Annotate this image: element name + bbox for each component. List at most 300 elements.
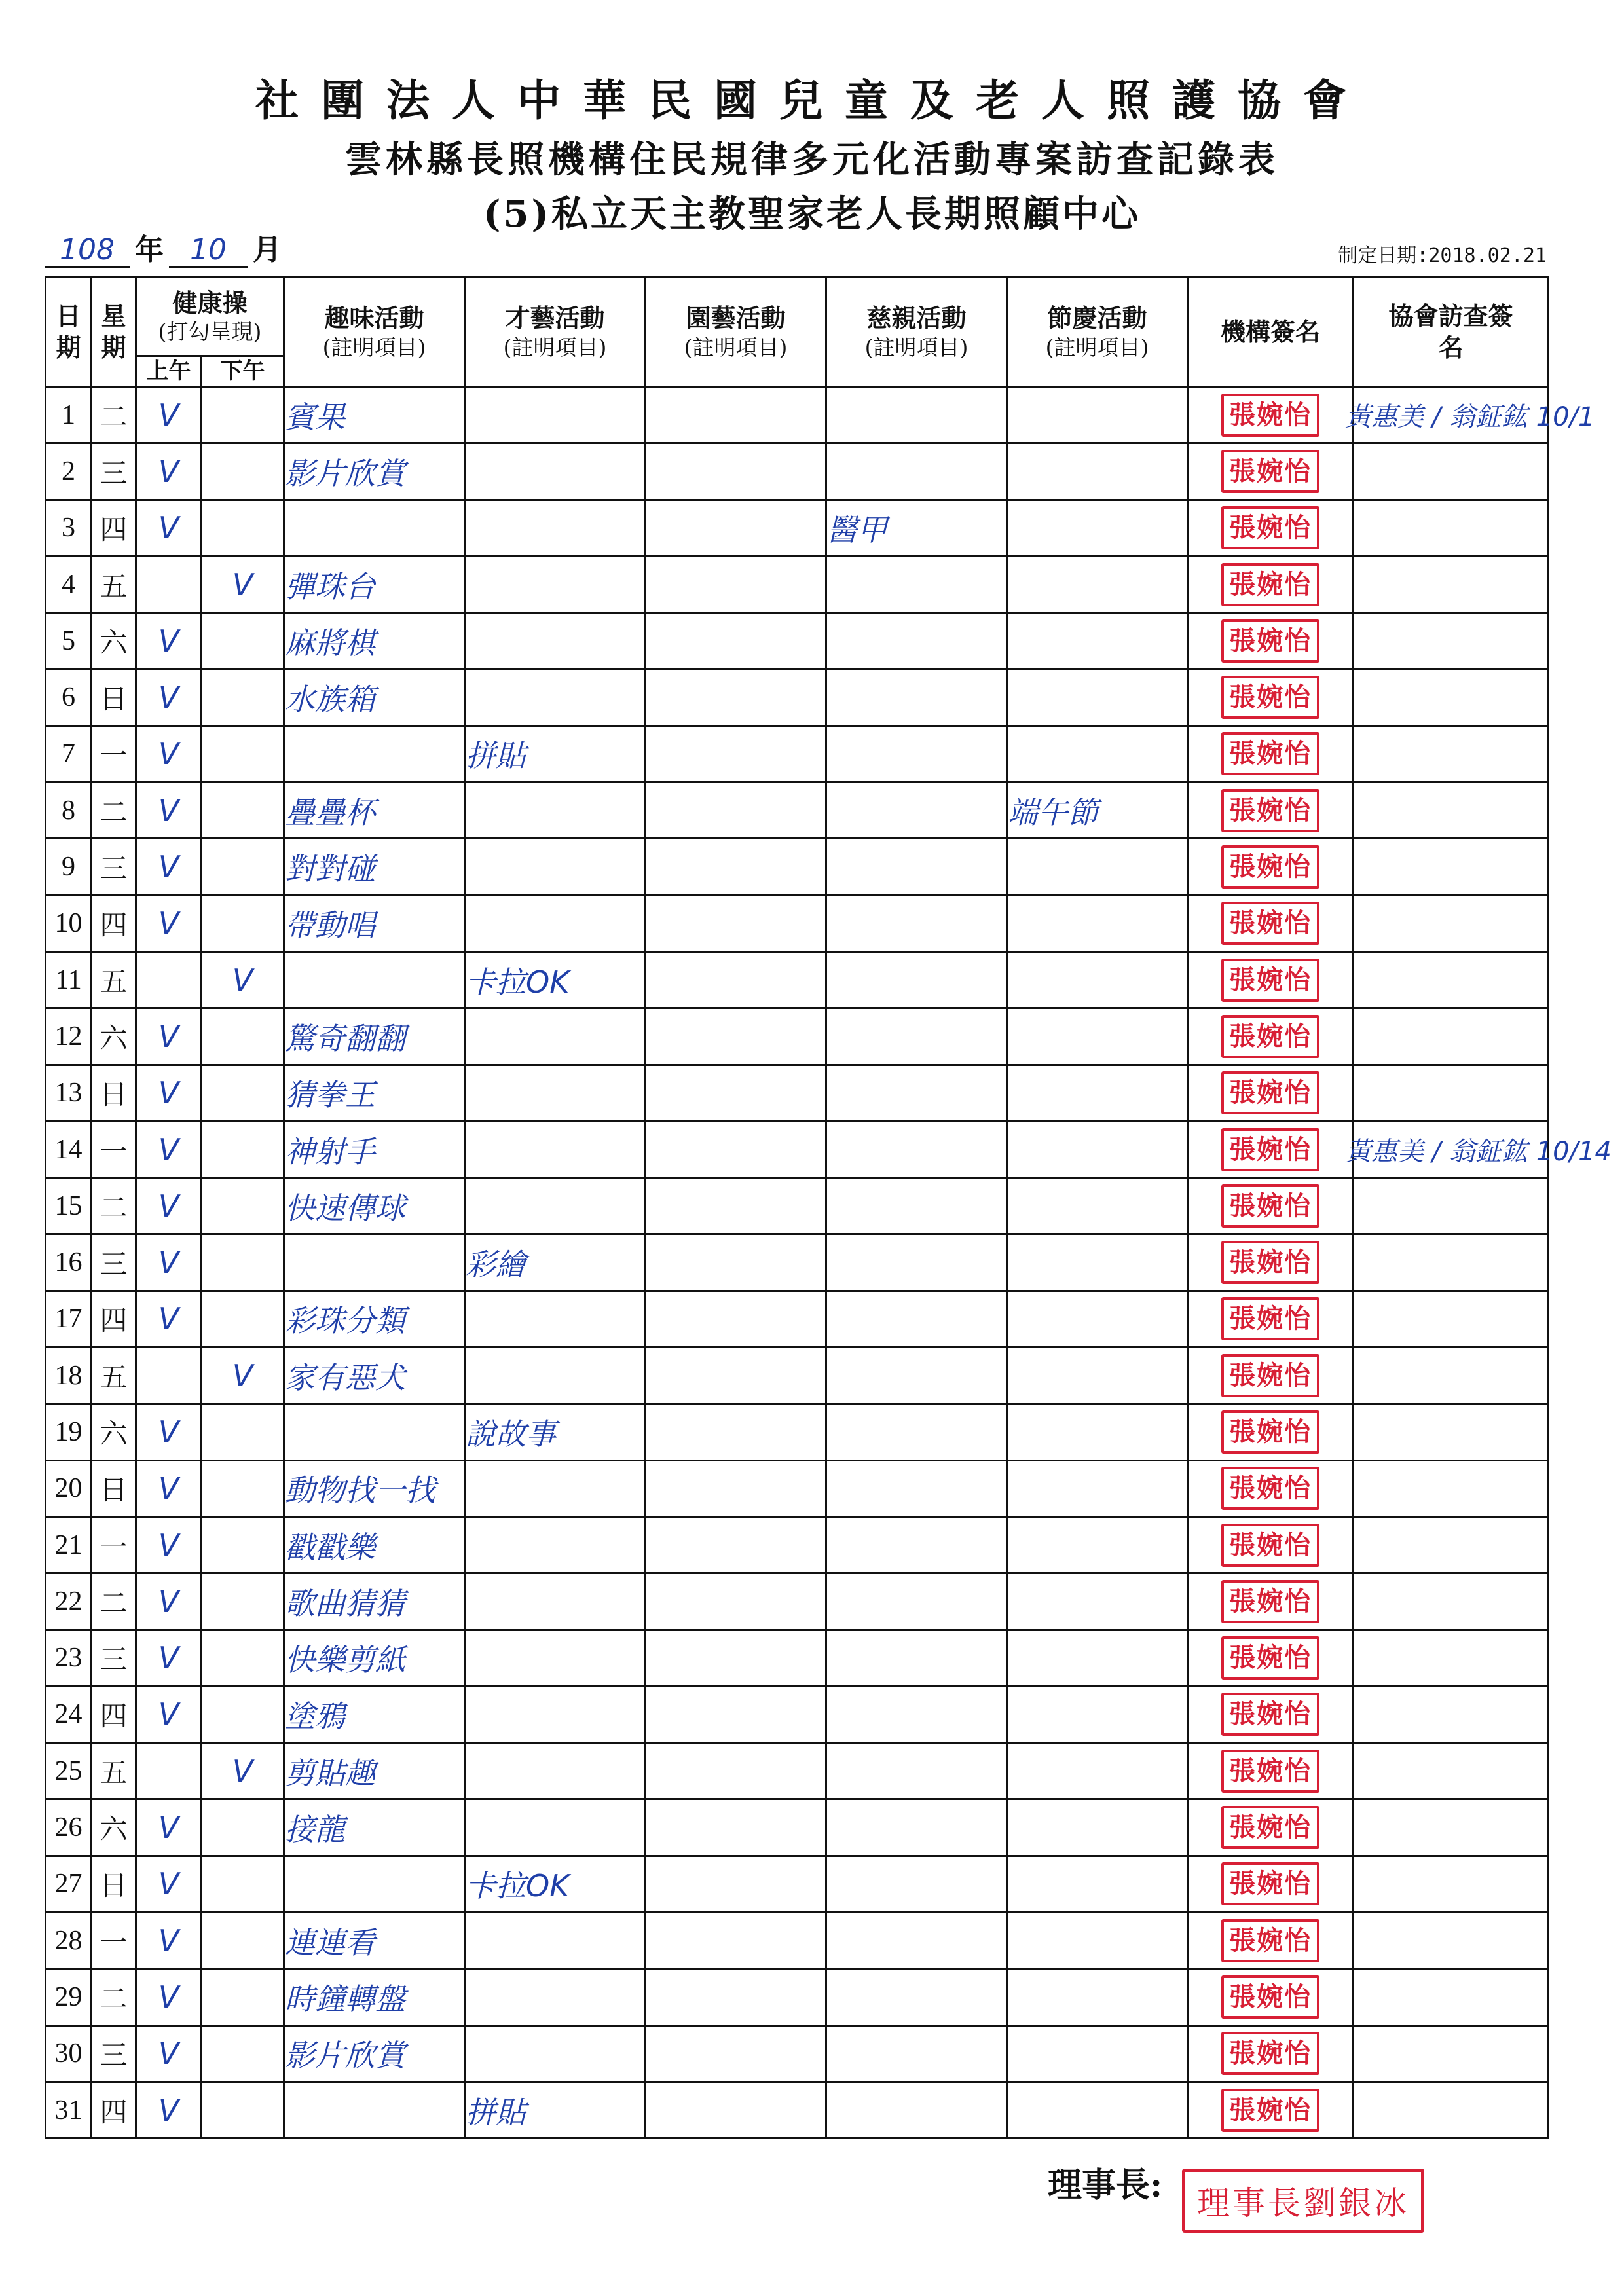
am-check-cell: V <box>136 782 202 839</box>
name-seal: 張婉怡 <box>1221 1015 1320 1058</box>
org-sign-cell <box>1188 1008 1354 1065</box>
weekday-cell: 六 <box>92 1799 136 1856</box>
date-cell: 21 <box>46 1516 92 1573</box>
am-check-cell: V <box>136 1065 202 1121</box>
date-cell: 16 <box>46 1234 92 1291</box>
visitor-sign-cell <box>1354 1630 1549 1686</box>
family-activity-cell <box>826 895 1007 951</box>
talent-activity-cell <box>465 1573 646 1630</box>
garden-activity-cell <box>646 1913 826 1969</box>
am-check-cell <box>136 951 202 1008</box>
weekday-cell: 六 <box>92 613 136 669</box>
am-check-cell <box>136 556 202 612</box>
garden-activity-cell <box>646 1348 826 1404</box>
org-sign-cell <box>1188 1404 1354 1460</box>
col-exercise-label: 健康操 <box>172 287 248 318</box>
festival-activity-cell <box>1007 500 1188 556</box>
name-seal: 張婉怡 <box>1221 506 1320 549</box>
pm-check-cell <box>202 1630 284 1686</box>
date-cell: 12 <box>46 1008 92 1065</box>
family-activity-cell <box>826 1743 1007 1799</box>
weekday-cell: 四 <box>92 1686 136 1742</box>
visitor-sign-cell <box>1354 1291 1549 1347</box>
visitor-sign-cell <box>1354 1404 1549 1460</box>
family-activity-cell <box>826 1121 1007 1177</box>
am-check-cell: V <box>136 839 202 895</box>
col-exercise <box>136 277 284 356</box>
name-seal: 張婉怡 <box>1221 1071 1320 1114</box>
date-cell: 24 <box>46 1686 92 1742</box>
pm-check-cell <box>202 2025 284 2082</box>
org-sign-cell <box>1188 1121 1354 1177</box>
talent-activity-cell <box>465 1686 646 1742</box>
weekday-cell: 日 <box>92 669 136 725</box>
name-seal: 張婉怡 <box>1221 1524 1320 1567</box>
am-check-cell <box>136 1348 202 1404</box>
am-check-cell: V <box>136 1573 202 1630</box>
month-value: 10 <box>169 233 248 268</box>
visitor-sign-cell <box>1354 443 1549 500</box>
date-cell: 31 <box>46 2082 92 2138</box>
family-activity-cell <box>826 613 1007 669</box>
family-activity-cell <box>826 725 1007 782</box>
visitor-signature: 黃惠美 / 翁鉦鈜 10/1 <box>1345 402 1595 433</box>
am-check-cell: V <box>136 500 202 556</box>
am-check-cell: V <box>136 1008 202 1065</box>
am-check-cell: V <box>136 1913 202 1969</box>
col-am: 上午 <box>136 356 202 387</box>
garden-activity-cell <box>646 1460 826 1516</box>
talent-activity-cell <box>465 1348 646 1404</box>
festival-activity-cell <box>1007 1178 1188 1234</box>
date-cell: 23 <box>46 1630 92 1686</box>
weekday-cell: 五 <box>92 556 136 612</box>
visitor-sign-cell <box>1354 839 1549 895</box>
talent-activity-cell <box>465 2025 646 2082</box>
garden-activity-cell <box>646 1743 826 1799</box>
org-sign-cell <box>1188 500 1354 556</box>
col-garden-label: 園藝活動 <box>686 303 786 333</box>
visitor-sign-cell <box>1354 500 1549 556</box>
table-row <box>46 1969 1549 2025</box>
org-sign-cell <box>1188 1630 1354 1686</box>
pm-check-cell <box>202 1291 284 1347</box>
talent-activity-cell <box>465 387 646 443</box>
table-row <box>46 1178 1549 1234</box>
family-activity-cell <box>826 839 1007 895</box>
weekday-cell: 二 <box>92 387 136 443</box>
talent-activity-cell <box>465 1969 646 2025</box>
garden-activity-cell <box>646 839 826 895</box>
garden-activity-cell <box>646 782 826 839</box>
name-seal: 張婉怡 <box>1221 1750 1320 1793</box>
org-sign-cell <box>1188 443 1354 500</box>
col-org-sign: 機構簽名 <box>1188 277 1354 387</box>
talent-activity-cell: 卡拉OK <box>465 951 646 1008</box>
name-seal: 張婉怡 <box>1221 959 1320 1002</box>
talent-activity-cell: 說故事 <box>465 1404 646 1460</box>
garden-activity-cell <box>646 500 826 556</box>
date-cell: 7 <box>46 725 92 782</box>
talent-activity-cell <box>465 1630 646 1686</box>
fun-activity-cell: 影片欣賞 <box>284 443 465 500</box>
visitor-sign-cell <box>1354 1516 1549 1573</box>
pm-check-cell <box>202 1856 284 1912</box>
date-cell: 20 <box>46 1460 92 1516</box>
family-activity-cell <box>826 1516 1007 1573</box>
am-check-cell: V <box>136 1178 202 1234</box>
fun-activity-cell: 連連看 <box>284 1913 465 1969</box>
table-row <box>46 1404 1549 1460</box>
talent-activity-cell <box>465 556 646 612</box>
table-row <box>46 1573 1549 1630</box>
date-cell: 26 <box>46 1799 92 1856</box>
name-seal: 張婉怡 <box>1221 1580 1320 1623</box>
table-row <box>46 951 1549 1008</box>
date-cell: 9 <box>46 839 92 895</box>
am-check-cell: V <box>136 1234 202 1291</box>
pm-check-cell <box>202 2082 284 2138</box>
date-cell: 29 <box>46 1969 92 2025</box>
col-pm: 下午 <box>202 356 284 387</box>
garden-activity-cell <box>646 951 826 1008</box>
weekday-cell: 二 <box>92 1178 136 1234</box>
family-activity-cell <box>826 1234 1007 1291</box>
name-seal: 張婉怡 <box>1221 1919 1320 1962</box>
fun-activity-cell: 快樂剪紙 <box>284 1630 465 1686</box>
fun-activity-cell <box>284 725 465 782</box>
pm-check-cell <box>202 613 284 669</box>
talent-activity-cell: 彩繪 <box>465 1234 646 1291</box>
pm-check-cell <box>202 1799 284 1856</box>
date-cell: 2 <box>46 443 92 500</box>
festival-activity-cell <box>1007 1404 1188 1460</box>
weekday-cell: 四 <box>92 2082 136 2138</box>
table-row <box>46 1008 1549 1065</box>
weekday-cell: 一 <box>92 1913 136 1969</box>
name-seal: 張婉怡 <box>1221 1636 1320 1680</box>
date-cell: 10 <box>46 895 92 951</box>
weekday-cell: 六 <box>92 1404 136 1460</box>
festival-activity-cell <box>1007 1630 1188 1686</box>
garden-activity-cell <box>646 895 826 951</box>
family-activity-cell <box>826 951 1007 1008</box>
garden-activity-cell <box>646 1404 826 1460</box>
org-sign-cell <box>1188 2082 1354 2138</box>
weekday-cell: 一 <box>92 1121 136 1177</box>
fun-activity-cell: 歌曲猜猜 <box>284 1573 465 1630</box>
col-festival-label: 節慶活動 <box>1047 303 1147 333</box>
date-cell: 15 <box>46 1178 92 1234</box>
table-row <box>46 782 1549 839</box>
org-sign-cell <box>1188 951 1354 1008</box>
name-seal: 張婉怡 <box>1221 902 1320 945</box>
family-activity-cell <box>826 443 1007 500</box>
garden-activity-cell <box>646 2025 826 2082</box>
weekday-cell: 二 <box>92 1573 136 1630</box>
festival-activity-cell <box>1007 1799 1188 1856</box>
garden-activity-cell <box>646 1008 826 1065</box>
festival-activity-cell <box>1007 387 1188 443</box>
name-seal: 張婉怡 <box>1221 845 1320 889</box>
family-activity-cell <box>826 1065 1007 1121</box>
am-check-cell: V <box>136 1686 202 1742</box>
festival-activity-cell <box>1007 1913 1188 1969</box>
weekday-cell: 二 <box>92 1969 136 2025</box>
name-seal: 張婉怡 <box>1221 563 1320 606</box>
family-activity-cell <box>826 1008 1007 1065</box>
date-cell: 13 <box>46 1065 92 1121</box>
garden-activity-cell <box>646 2082 826 2138</box>
family-activity-cell <box>826 1913 1007 1969</box>
garden-activity-cell <box>646 725 826 782</box>
visitor-sign-cell <box>1354 669 1549 725</box>
pm-check-cell <box>202 1178 284 1234</box>
festival-activity-cell <box>1007 443 1188 500</box>
table-row <box>46 500 1549 556</box>
festival-activity-cell <box>1007 1065 1188 1121</box>
date-cell: 30 <box>46 2025 92 2082</box>
festival-activity-cell <box>1007 1516 1188 1573</box>
pm-check-cell <box>202 1460 284 1516</box>
name-seal: 張婉怡 <box>1221 619 1320 663</box>
name-seal: 張婉怡 <box>1221 1862 1320 1905</box>
org-sign-cell <box>1188 1743 1354 1799</box>
family-activity-cell <box>826 1404 1007 1460</box>
pm-check-cell <box>202 1234 284 1291</box>
am-check-cell: V <box>136 613 202 669</box>
col-weekday: 星期 <box>92 277 136 387</box>
fun-activity-cell: 驚奇翻翻 <box>284 1008 465 1065</box>
talent-activity-cell <box>465 1065 646 1121</box>
talent-activity-cell <box>465 1516 646 1573</box>
pm-check-cell <box>202 1969 284 2025</box>
name-seal: 張婉怡 <box>1221 1693 1320 1736</box>
garden-activity-cell <box>646 1856 826 1912</box>
weekday-cell: 一 <box>92 1516 136 1573</box>
table-row <box>46 1121 1549 1177</box>
fun-activity-cell <box>284 1856 465 1912</box>
talent-activity-cell: 拼貼 <box>465 2082 646 2138</box>
org-sign-cell <box>1188 1348 1354 1404</box>
am-check-cell: V <box>136 669 202 725</box>
fun-activity-cell: 塗鴉 <box>284 1686 465 1742</box>
table-row <box>46 2082 1549 2138</box>
date-cell: 28 <box>46 1913 92 1969</box>
pm-check-cell <box>202 1065 284 1121</box>
garden-activity-cell <box>646 1516 826 1573</box>
fun-activity-cell: 彩珠分類 <box>284 1291 465 1347</box>
org-title: 社團法人中華民國兒童及老人照護協會 <box>255 75 1369 126</box>
weekday-cell: 四 <box>92 500 136 556</box>
pm-check-cell <box>202 443 284 500</box>
org-sign-cell <box>1188 1065 1354 1121</box>
garden-activity-cell <box>646 443 826 500</box>
garden-activity-cell <box>646 1121 826 1177</box>
date-cell: 1 <box>46 387 92 443</box>
fun-activity-cell: 麻將棋 <box>284 613 465 669</box>
fun-activity-cell: 戳戳樂 <box>284 1516 465 1573</box>
facility-name: (5)私立天主教聖家老人長期照顧中心 <box>483 193 1141 236</box>
talent-activity-cell <box>465 613 646 669</box>
family-activity-cell <box>826 1686 1007 1742</box>
name-seal: 張婉怡 <box>1221 450 1320 493</box>
col-family-note: (註明項目) <box>864 334 969 360</box>
name-seal: 張婉怡 <box>1221 1184 1320 1228</box>
date-cell: 6 <box>46 669 92 725</box>
col-festival <box>1007 277 1188 387</box>
festival-activity-cell <box>1007 1121 1188 1177</box>
pm-check-cell <box>202 895 284 951</box>
festival-activity-cell <box>1007 1743 1188 1799</box>
weekday-cell: 三 <box>92 2025 136 2082</box>
festival-activity-cell <box>1007 556 1188 612</box>
pm-check-cell <box>202 1516 284 1573</box>
talent-activity-cell <box>465 782 646 839</box>
visitor-sign-cell <box>1354 951 1549 1008</box>
family-activity-cell <box>826 2082 1007 2138</box>
visitor-sign-cell <box>1354 2082 1549 2138</box>
name-seal: 張婉怡 <box>1221 1128 1320 1171</box>
festival-activity-cell <box>1007 1856 1188 1912</box>
pm-check-cell: V <box>202 951 284 1008</box>
festival-activity-cell <box>1007 1686 1188 1742</box>
visitor-sign-cell <box>1354 1065 1549 1121</box>
org-sign-cell <box>1188 1686 1354 1742</box>
chairman-label: 理事長: <box>1048 2165 1163 2205</box>
festival-activity-cell: 端午節 <box>1007 782 1188 839</box>
am-check-cell: V <box>136 2082 202 2138</box>
festival-activity-cell <box>1007 951 1188 1008</box>
garden-activity-cell <box>646 387 826 443</box>
org-sign-cell <box>1188 725 1354 782</box>
name-seal: 張婉怡 <box>1221 676 1320 719</box>
name-seal: 張婉怡 <box>1221 1467 1320 1510</box>
table-row <box>46 1065 1549 1121</box>
festival-activity-cell <box>1007 1008 1188 1065</box>
name-seal: 張婉怡 <box>1221 789 1320 832</box>
weekday-cell: 五 <box>92 1743 136 1799</box>
visitor-sign-cell <box>1354 1856 1549 1912</box>
visitor-sign-cell <box>1354 1686 1549 1742</box>
org-sign-cell <box>1188 782 1354 839</box>
org-sign-cell <box>1188 1969 1354 2025</box>
garden-activity-cell <box>646 1234 826 1291</box>
date-cell: 14 <box>46 1121 92 1177</box>
visitor-sign-cell <box>1354 895 1549 951</box>
visitor-sign-cell <box>1354 556 1549 612</box>
garden-activity-cell <box>646 1630 826 1686</box>
fun-activity-cell: 疊疊杯 <box>284 782 465 839</box>
date-cell: 27 <box>46 1856 92 1912</box>
family-activity-cell <box>826 1348 1007 1404</box>
weekday-cell: 三 <box>92 1234 136 1291</box>
date-cell: 22 <box>46 1573 92 1630</box>
fun-activity-cell: 猜拳王 <box>284 1065 465 1121</box>
table-row <box>46 1686 1549 1742</box>
org-sign-cell <box>1188 839 1354 895</box>
am-check-cell: V <box>136 1856 202 1912</box>
am-check-cell: V <box>136 895 202 951</box>
visitor-sign-cell <box>1345 387 1595 443</box>
date-cell: 4 <box>46 556 92 612</box>
talent-activity-cell <box>465 669 646 725</box>
visitor-sign-cell <box>1345 1121 1612 1177</box>
garden-activity-cell <box>646 1291 826 1347</box>
garden-activity-cell <box>646 1065 826 1121</box>
garden-activity-cell <box>646 556 826 612</box>
family-activity-cell <box>826 2025 1007 2082</box>
am-check-cell: V <box>136 1969 202 2025</box>
visitor-sign-cell <box>1354 1913 1549 1969</box>
year-unit: 年 <box>135 233 164 266</box>
talent-activity-cell <box>465 1799 646 1856</box>
visitor-sign-cell <box>1354 782 1549 839</box>
festival-activity-cell <box>1007 613 1188 669</box>
date-cell: 19 <box>46 1404 92 1460</box>
pm-check-cell <box>202 1404 284 1460</box>
date-cell: 5 <box>46 613 92 669</box>
am-check-cell: V <box>136 1630 202 1686</box>
festival-activity-cell <box>1007 1460 1188 1516</box>
festival-activity-cell <box>1007 1573 1188 1630</box>
month-unit: 月 <box>253 233 282 266</box>
col-date: 日期 <box>46 277 92 387</box>
am-check-cell: V <box>136 443 202 500</box>
fun-activity-cell <box>284 500 465 556</box>
talent-activity-cell <box>465 895 646 951</box>
garden-activity-cell <box>646 1969 826 2025</box>
pm-check-cell <box>202 1008 284 1065</box>
visitor-signature: 黃惠美 / 翁鉦鈜 10/14 <box>1345 1137 1612 1167</box>
family-activity-cell <box>826 669 1007 725</box>
visitor-sign-cell <box>1354 1460 1549 1516</box>
fun-activity-cell: 神射手 <box>284 1121 465 1177</box>
am-check-cell: V <box>136 1291 202 1347</box>
family-activity-cell <box>826 1630 1007 1686</box>
fun-activity-cell: 剪貼趣 <box>284 1743 465 1799</box>
table-row <box>46 1234 1549 1291</box>
am-check-cell: V <box>136 1516 202 1573</box>
weekday-cell: 四 <box>92 895 136 951</box>
talent-activity-cell <box>465 1913 646 1969</box>
table-row <box>46 387 1549 443</box>
family-activity-cell <box>826 1856 1007 1912</box>
weekday-cell: 六 <box>92 1008 136 1065</box>
col-talent <box>465 277 646 387</box>
name-seal: 張婉怡 <box>1221 1297 1320 1340</box>
visitor-sign-cell <box>1354 1234 1549 1291</box>
talent-activity-cell <box>465 839 646 895</box>
family-activity-cell <box>826 782 1007 839</box>
visitor-sign-cell <box>1354 725 1549 782</box>
garden-activity-cell <box>646 1799 826 1856</box>
date-cell: 18 <box>46 1348 92 1404</box>
table-row <box>46 443 1549 500</box>
name-seal: 張婉怡 <box>1221 1241 1320 1284</box>
am-check-cell: V <box>136 725 202 782</box>
family-activity-cell <box>826 1969 1007 2025</box>
fun-activity-cell <box>284 951 465 1008</box>
col-visitor-sign: 協會訪查簽名 <box>1354 277 1549 387</box>
revision-date: 制定日期:2018.02.21 <box>1338 244 1547 267</box>
pm-check-cell <box>202 387 284 443</box>
org-sign-cell <box>1188 1178 1354 1234</box>
pm-check-cell <box>202 500 284 556</box>
festival-activity-cell <box>1007 839 1188 895</box>
weekday-cell: 四 <box>92 1291 136 1347</box>
chairman-seal: 理事長劉銀冰 <box>1182 2169 1424 2233</box>
